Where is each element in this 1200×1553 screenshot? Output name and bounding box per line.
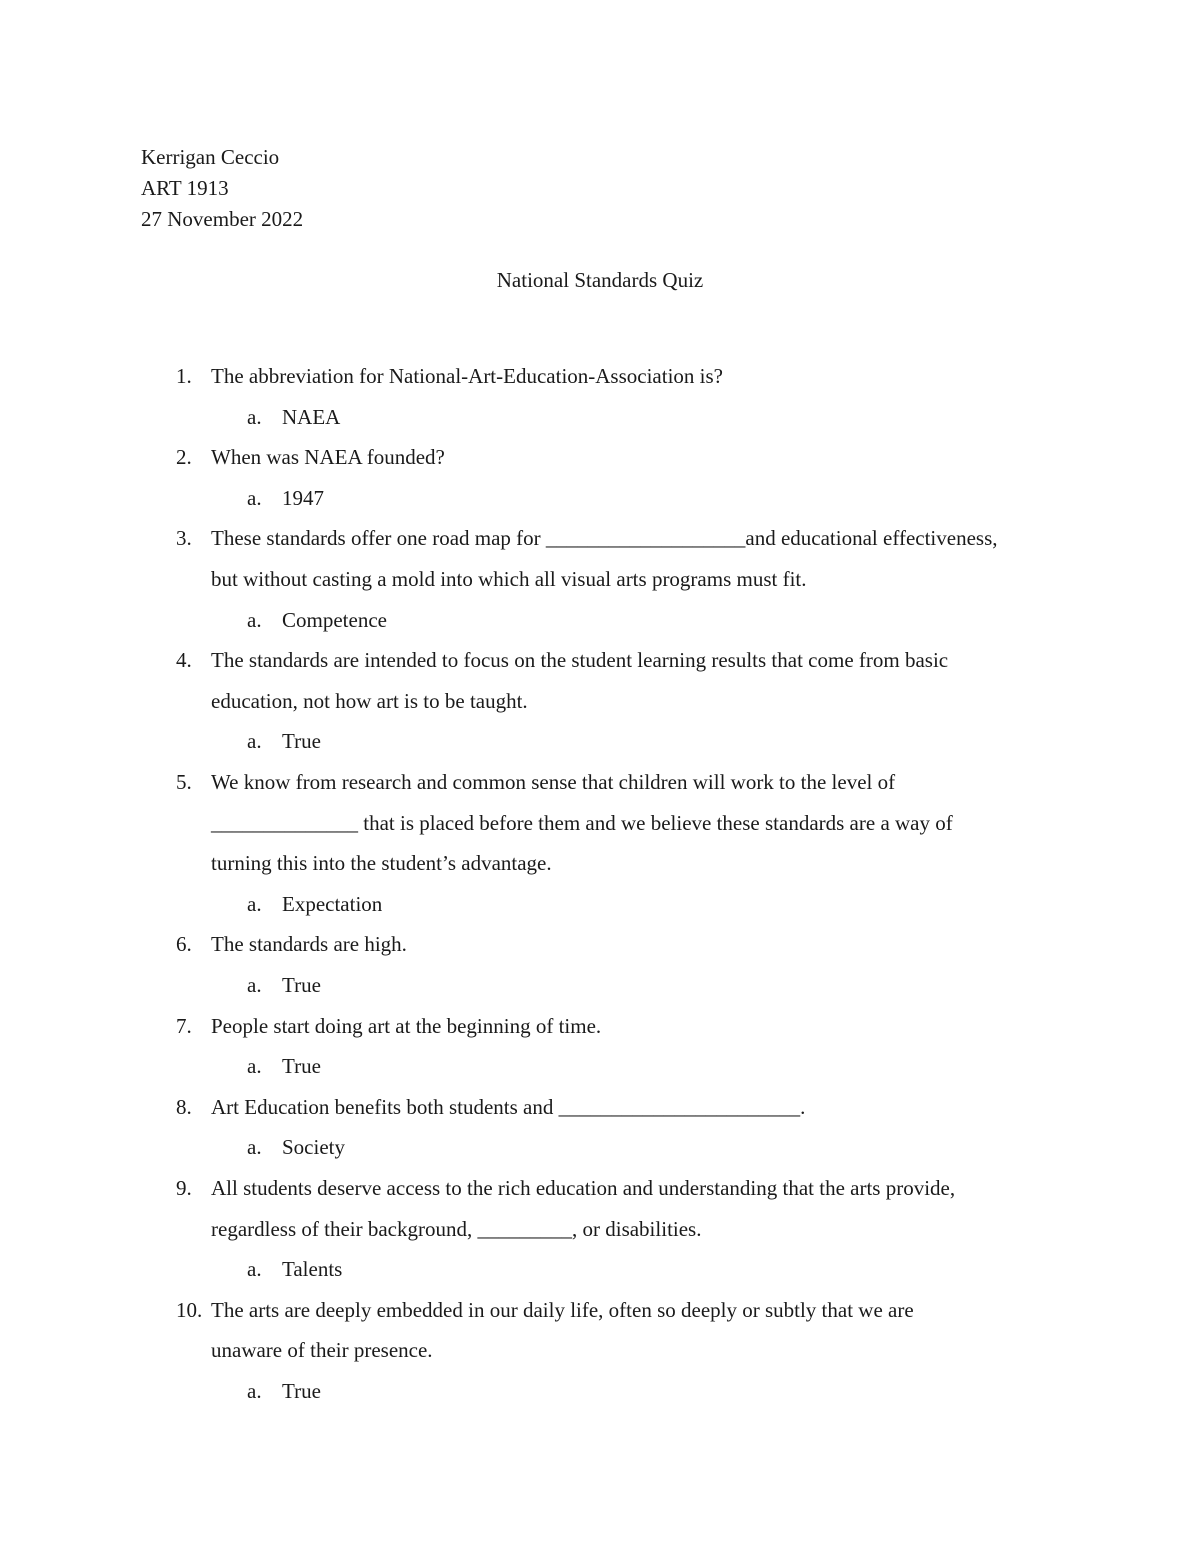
question-text: All students deserve access to the rich education and understanding that the arts provide, [211,1176,956,1200]
question-number: 1. [176,364,192,388]
answer-letter: a. [247,404,262,429]
question-text: ______________ that is placed before them and we believe these standards are a way of [211,810,953,835]
answer-letter: a. [247,891,262,916]
answer-text: 1947 [282,485,324,510]
answer-text: True [282,1379,321,1403]
author-name: Kerrigan Ceccio [141,145,280,169]
question-text: When was NAEA founded? [211,445,445,470]
question-text: Art Education benefits both students and _______________________. [211,1094,806,1119]
question-text: The standards are intended to focus on the student learning results that come from basic [211,648,949,673]
answer-letter: a. [247,485,262,510]
question-number: 7. [176,1013,192,1038]
question-number: 2. [176,445,192,470]
question-text: The standards are high. [211,932,407,957]
answer-text: NAEA [282,404,341,429]
answer-letter: a. [247,1257,262,1282]
answer-letter: a. [247,973,262,997]
question-number: 10. [176,1297,203,1322]
answer-letter: a. [247,1379,262,1403]
question-text: These standards offer one road map for ___________________and educational effectiveness, [211,526,998,551]
answer-letter: a. [247,1135,262,1160]
answer-text: Talents [282,1257,343,1282]
question-number: 3. [176,526,192,551]
question-number: 9. [176,1176,192,1200]
page-title: National Standards Quiz [496,268,704,292]
answer-text: Society [282,1135,345,1160]
question-text: regardless of their background, _________, or disabilities. [211,1216,702,1241]
answer-text: True [282,729,321,754]
question-number: 8. [176,1094,192,1119]
question-text: education, not how art is to be taught. [211,688,528,713]
question-text: unaware of their presence. [211,1338,433,1363]
question-number: 5. [176,770,192,794]
question-number: 6. [176,932,192,957]
question-text: but without casting a mold into which all visual arts programs must fit. [211,567,807,591]
course-code: ART 1913 [141,176,229,200]
answer-text: True [282,1054,321,1079]
document-date: 27 November 2022 [141,207,304,231]
answer-text: True [282,973,321,997]
question-text: The arts are deeply embedded in our daily life, often so deeply or subtly that we are [211,1297,914,1322]
question-number: 4. [176,648,192,673]
answer-letter: a. [247,607,262,632]
answer-text: Expectation [282,891,383,916]
answer-letter: a. [247,1054,262,1079]
question-text: The abbreviation for National-Art-Education-Association is? [211,364,723,388]
answer-text: Competence [282,607,387,632]
answer-letter: a. [247,729,262,754]
question-text: We know from research and common sense that children will work to the level of [211,770,896,794]
question-text: turning this into the student’s advantage. [211,851,552,876]
question-text: People start doing art at the beginning of time. [211,1013,602,1038]
